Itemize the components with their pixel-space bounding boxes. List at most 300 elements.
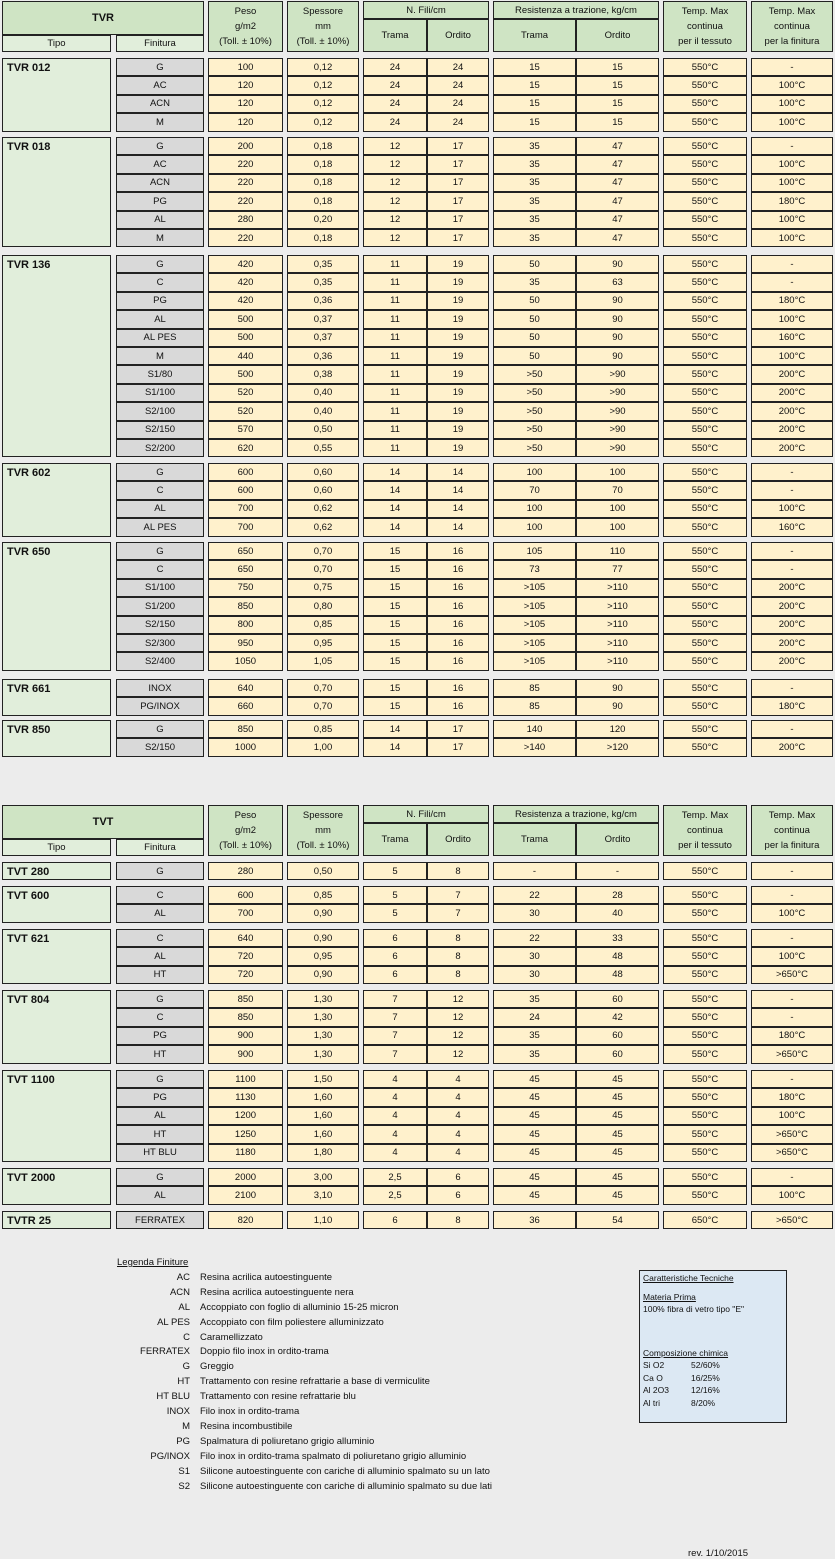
value-cell: 850 <box>208 990 283 1008</box>
value-cell: 0,60 <box>287 463 359 481</box>
value-cell: 1,30 <box>287 1008 359 1026</box>
value-cell: 15 <box>363 579 427 597</box>
materia-value: 100% fibra di vetro tipo "E" <box>643 1304 745 1314</box>
tipo-header: Tipo <box>2 35 111 52</box>
value-cell: 35 <box>493 192 576 210</box>
finitura-cell: HT <box>116 1125 204 1143</box>
res-ordito-header: Ordito <box>576 823 659 856</box>
value-cell: 100 <box>576 500 659 518</box>
value-cell: 50 <box>493 310 576 328</box>
value-cell: 280 <box>208 862 283 880</box>
value-cell: 440 <box>208 347 283 365</box>
finitura-cell: INOX <box>116 679 204 697</box>
value-cell: >105 <box>493 597 576 615</box>
legend-desc: Trattamento con resine refrattarie blu <box>200 1391 356 1403</box>
value-cell: 120 <box>208 95 283 113</box>
value-cell: 19 <box>427 384 489 402</box>
value-cell: 0,70 <box>287 542 359 560</box>
value-cell: 35 <box>493 211 576 229</box>
table-row <box>0 990 835 1008</box>
value-cell: 550°C <box>663 616 747 634</box>
value-cell: 850 <box>208 720 283 738</box>
legend-code: PG/INOX <box>150 1450 190 1462</box>
table-row <box>0 1211 835 1229</box>
value-cell: 8 <box>427 1211 489 1229</box>
value-cell: 100°C <box>751 211 833 229</box>
finitura-cell: M <box>116 347 204 365</box>
legend-desc: Trattamento con resine refrattarie a base di vermiculite <box>200 1376 430 1388</box>
value-cell: 12 <box>427 1045 489 1063</box>
temp-tessuto-header <box>663 1 747 52</box>
value-cell: >105 <box>493 652 576 670</box>
value-cell: 12 <box>363 211 427 229</box>
composizione-item <box>643 1359 783 1372</box>
legend-desc: Caramellizzato <box>200 1331 263 1343</box>
value-cell: 0,50 <box>287 862 359 880</box>
value-cell: 17 <box>427 738 489 756</box>
value-cell: 140 <box>493 720 576 738</box>
value-cell: 0,20 <box>287 211 359 229</box>
value-cell: 1,05 <box>287 652 359 670</box>
temp-tessuto-header-line: Temp. Max <box>681 810 729 821</box>
value-cell: >120 <box>576 738 659 756</box>
value-cell: - <box>751 1070 833 1088</box>
value-cell: 90 <box>576 292 659 310</box>
value-cell: 0,80 <box>287 597 359 615</box>
value-cell: 15 <box>363 560 427 578</box>
value-cell: 24 <box>363 95 427 113</box>
composizione-list <box>643 1359 783 1409</box>
value-cell: 550°C <box>663 310 747 328</box>
value-cell: 15 <box>363 542 427 560</box>
table-row <box>0 155 835 173</box>
value-cell: 550°C <box>663 652 747 670</box>
table-row <box>0 211 835 229</box>
legend-desc: Resina acrilica autoestinguente <box>200 1271 333 1283</box>
peso-header-line: (Toll. ± 10%) <box>219 840 272 851</box>
value-cell: - <box>751 58 833 76</box>
legend-desc: Filo inox in ordito-trama spalmato di poliuretano grigio alluminio <box>200 1450 467 1462</box>
value-cell: 7 <box>363 990 427 1008</box>
value-cell: 1,60 <box>287 1088 359 1106</box>
value-cell: 220 <box>208 174 283 192</box>
value-cell: 700 <box>208 518 283 536</box>
value-cell: 2,5 <box>363 1186 427 1204</box>
legend <box>100 1256 492 1495</box>
value-cell: 1,30 <box>287 1045 359 1063</box>
value-cell: 100 <box>493 500 576 518</box>
value-cell: 90 <box>576 679 659 697</box>
value-cell: 35 <box>493 174 576 192</box>
finitura-cell: G <box>116 58 204 76</box>
table-row <box>0 463 835 481</box>
table-row <box>0 439 835 457</box>
value-cell: 1130 <box>208 1088 283 1106</box>
value-cell: 17 <box>427 174 489 192</box>
legend-code: G <box>182 1361 190 1373</box>
value-cell: 0,70 <box>287 560 359 578</box>
value-cell: 200°C <box>751 597 833 615</box>
temp-tessuto-header <box>663 805 747 856</box>
value-cell: - <box>576 862 659 880</box>
value-cell: 45 <box>493 1168 576 1186</box>
value-cell: 820 <box>208 1211 283 1229</box>
legend-item <box>100 1345 492 1360</box>
legend-item <box>100 1405 492 1420</box>
value-cell: 720 <box>208 947 283 965</box>
fili-header: N. Fili/cm <box>363 805 489 823</box>
table-row <box>0 1088 835 1106</box>
composizione-label: Composizione chimica <box>643 1347 729 1358</box>
value-cell: 550°C <box>663 402 747 420</box>
value-cell: 5 <box>363 862 427 880</box>
legend-code: INOX <box>166 1406 190 1418</box>
product-group <box>0 1211 835 1229</box>
value-cell: 0,37 <box>287 310 359 328</box>
legend-code: PG <box>176 1435 190 1447</box>
value-cell: 0,85 <box>287 720 359 738</box>
value-cell: 900 <box>208 1027 283 1045</box>
value-cell: 24 <box>363 113 427 131</box>
value-cell: 0,12 <box>287 113 359 131</box>
value-cell: 200 <box>208 137 283 155</box>
value-cell: 640 <box>208 929 283 947</box>
legend-desc: Resina acrilica autoestinguente nera <box>200 1286 354 1298</box>
finitura-cell: HT <box>116 1045 204 1063</box>
value-cell: 1180 <box>208 1144 283 1162</box>
value-cell: - <box>751 929 833 947</box>
comp-key: Al 2O3 <box>643 1385 669 1395</box>
value-cell: 1,00 <box>287 738 359 756</box>
value-cell: - <box>751 886 833 904</box>
value-cell: 100°C <box>751 95 833 113</box>
value-cell: 45 <box>576 1088 659 1106</box>
value-cell: 2,5 <box>363 1168 427 1186</box>
value-cell: 16 <box>427 579 489 597</box>
value-cell: 0,55 <box>287 439 359 457</box>
revision: rev. 1/10/2015 <box>688 1548 749 1559</box>
value-cell: 11 <box>363 365 427 383</box>
value-cell: 550°C <box>663 137 747 155</box>
value-cell: 180°C <box>751 697 833 715</box>
value-cell: 0,90 <box>287 929 359 947</box>
value-cell: 4 <box>363 1125 427 1143</box>
value-cell: 200°C <box>751 738 833 756</box>
value-cell: 550°C <box>663 113 747 131</box>
finitura-cell: AL <box>116 211 204 229</box>
value-cell: 550°C <box>663 1088 747 1106</box>
value-cell: 12 <box>363 174 427 192</box>
value-cell: >650°C <box>751 1211 833 1229</box>
temp-finitura-header-line: continua <box>774 825 810 836</box>
value-cell: 45 <box>493 1186 576 1204</box>
value-cell: 180°C <box>751 1027 833 1045</box>
finitura-cell: C <box>116 1008 204 1026</box>
legend-desc: Accoppiato con foglio di alluminio 15-25 micron <box>200 1301 399 1313</box>
tipo-header: Tipo <box>2 839 111 856</box>
value-cell: 8 <box>427 929 489 947</box>
value-cell: 100°C <box>751 174 833 192</box>
value-cell: 550°C <box>663 679 747 697</box>
product-name: TVTR 25 <box>2 1211 111 1229</box>
value-cell: 15 <box>493 113 576 131</box>
value-cell: 180°C <box>751 1088 833 1106</box>
value-cell: >90 <box>576 384 659 402</box>
value-cell: 550°C <box>663 76 747 94</box>
value-cell: 120 <box>208 76 283 94</box>
value-cell: 7 <box>363 1008 427 1026</box>
product-name: TVR 850 <box>2 720 111 757</box>
value-cell: 550°C <box>663 192 747 210</box>
value-cell: 35 <box>493 155 576 173</box>
temp-finitura-header <box>751 1 833 52</box>
finitura-cell: PG/INOX <box>116 697 204 715</box>
table-row <box>0 1008 835 1026</box>
value-cell: 550°C <box>663 597 747 615</box>
product-group <box>0 463 835 537</box>
value-cell: 7 <box>363 1045 427 1063</box>
value-cell: 47 <box>576 137 659 155</box>
finitura-cell: G <box>116 1070 204 1088</box>
temp-finitura-header <box>751 805 833 856</box>
value-cell: 15 <box>363 697 427 715</box>
value-cell: 47 <box>576 155 659 173</box>
value-cell: 550°C <box>663 966 747 984</box>
peso-header-line: Peso <box>234 810 257 821</box>
composizione-item <box>643 1397 783 1410</box>
value-cell: 4 <box>427 1144 489 1162</box>
fili-trama-header: Trama <box>363 19 427 52</box>
value-cell: 4 <box>427 1070 489 1088</box>
value-cell: 550°C <box>663 439 747 457</box>
value-cell: 12 <box>363 137 427 155</box>
value-cell: 600 <box>208 463 283 481</box>
value-cell: 500 <box>208 329 283 347</box>
product-name: TVT 804 <box>2 990 111 1064</box>
value-cell: 1000 <box>208 738 283 756</box>
value-cell: 4 <box>427 1125 489 1143</box>
value-cell: 550°C <box>663 174 747 192</box>
value-cell: >650°C <box>751 1125 833 1143</box>
finitura-header: Finitura <box>116 35 204 52</box>
value-cell: 14 <box>427 463 489 481</box>
finitura-cell: PG <box>116 1088 204 1106</box>
product-group <box>0 720 835 757</box>
value-cell: 19 <box>427 255 489 273</box>
value-cell: 19 <box>427 273 489 291</box>
temp-finitura-header-line: Temp. Max <box>768 810 816 821</box>
value-cell: - <box>751 990 833 1008</box>
value-cell: 12 <box>363 229 427 247</box>
table-row <box>0 481 835 499</box>
finitura-cell: PG <box>116 192 204 210</box>
table-row <box>0 720 835 738</box>
finitura-cell: G <box>116 990 204 1008</box>
value-cell: 120 <box>208 113 283 131</box>
product-name: TVR 650 <box>2 542 111 671</box>
value-cell: 550°C <box>663 697 747 715</box>
value-cell: 30 <box>493 966 576 984</box>
table-row <box>0 113 835 131</box>
table-row <box>0 966 835 984</box>
peso-header-line: Peso <box>234 6 257 17</box>
value-cell: 54 <box>576 1211 659 1229</box>
temp-tessuto-header-line: Temp. Max <box>681 6 729 17</box>
spessore-header-line: Spessore <box>302 810 344 821</box>
value-cell: 15 <box>363 652 427 670</box>
value-cell: >105 <box>493 579 576 597</box>
value-cell: 660 <box>208 697 283 715</box>
res-trama-header: Trama <box>493 823 576 856</box>
value-cell: - <box>751 679 833 697</box>
value-cell: 0,37 <box>287 329 359 347</box>
value-cell: 47 <box>576 229 659 247</box>
value-cell: 17 <box>427 229 489 247</box>
value-cell: 100°C <box>751 229 833 247</box>
value-cell: 0,40 <box>287 384 359 402</box>
value-cell: 550°C <box>663 1186 747 1204</box>
value-cell: 550°C <box>663 1168 747 1186</box>
value-cell: 40 <box>576 904 659 922</box>
peso-header-line: g/m2 <box>234 21 257 32</box>
value-cell: 200°C <box>751 439 833 457</box>
legend-desc: Spalmatura di poliuretano grigio alluminio <box>200 1435 375 1447</box>
legend-title: Legenda Finiture <box>117 1257 189 1268</box>
value-cell: 200°C <box>751 652 833 670</box>
value-cell: 0,38 <box>287 365 359 383</box>
product-name: TVR 661 <box>2 679 111 716</box>
finitura-cell: G <box>116 255 204 273</box>
value-cell: 90 <box>576 347 659 365</box>
value-cell: 550°C <box>663 1070 747 1088</box>
table-row <box>0 1125 835 1143</box>
comp-key: Ca O <box>643 1372 663 1383</box>
value-cell: 200°C <box>751 384 833 402</box>
value-cell: 4 <box>363 1107 427 1125</box>
composizione-item <box>643 1372 783 1385</box>
value-cell: 0,18 <box>287 155 359 173</box>
value-cell: 77 <box>576 560 659 578</box>
value-cell: 550°C <box>663 292 747 310</box>
value-cell: 14 <box>363 518 427 536</box>
value-cell: 650°C <box>663 1211 747 1229</box>
finitura-cell: C <box>116 560 204 578</box>
finitura-cell: S2/400 <box>116 652 204 670</box>
table-row <box>0 1186 835 1204</box>
value-cell: 0,18 <box>287 192 359 210</box>
value-cell: 850 <box>208 597 283 615</box>
table-row <box>0 1070 835 1088</box>
value-cell: 12 <box>363 155 427 173</box>
temp-tessuto-header-line: continua <box>687 21 723 32</box>
value-cell: 30 <box>493 947 576 965</box>
value-cell: 63 <box>576 273 659 291</box>
value-cell: 35 <box>493 990 576 1008</box>
value-cell: 180°C <box>751 192 833 210</box>
value-cell: 45 <box>493 1107 576 1125</box>
finitura-cell: AL <box>116 1107 204 1125</box>
product-name: TVR 018 <box>2 137 111 247</box>
value-cell: 550°C <box>663 155 747 173</box>
value-cell: 73 <box>493 560 576 578</box>
value-cell: 100 <box>493 518 576 536</box>
temp-finitura-header-line: per la finitura <box>764 840 820 851</box>
value-cell: 4 <box>363 1144 427 1162</box>
comp-value: 16/25% <box>691 1372 720 1383</box>
finitura-cell: AL PES <box>116 518 204 536</box>
value-cell: 550°C <box>663 579 747 597</box>
value-cell: - <box>751 463 833 481</box>
product-name: TVT 600 <box>2 886 111 923</box>
finitura-cell: FERRATEX <box>116 1211 204 1229</box>
value-cell: 14 <box>363 738 427 756</box>
value-cell: 45 <box>493 1144 576 1162</box>
value-cell: 35 <box>493 1045 576 1063</box>
finitura-cell: AL <box>116 310 204 328</box>
finitura-header: Finitura <box>116 839 204 856</box>
legend-code: S2 <box>178 1480 190 1492</box>
value-cell: 45 <box>576 1070 659 1088</box>
value-cell: 33 <box>576 929 659 947</box>
res-trama-header: Trama <box>493 19 576 52</box>
spessore-header-line: mm <box>315 21 331 32</box>
value-cell: 14 <box>363 481 427 499</box>
value-cell: 1,50 <box>287 1070 359 1088</box>
product-name: TVT 1100 <box>2 1070 111 1162</box>
value-cell: >90 <box>576 421 659 439</box>
value-cell: 5 <box>363 904 427 922</box>
value-cell: 650 <box>208 560 283 578</box>
value-cell: 60 <box>576 1027 659 1045</box>
value-cell: - <box>751 1008 833 1026</box>
finitura-cell: S2/100 <box>116 402 204 420</box>
product-name: TVT 2000 <box>2 1168 111 1205</box>
finitura-cell: S1/100 <box>116 384 204 402</box>
value-cell: 600 <box>208 481 283 499</box>
value-cell: 0,18 <box>287 137 359 155</box>
peso-header-line: (Toll. ± 10%) <box>219 36 272 47</box>
table-row <box>0 273 835 291</box>
value-cell: 8 <box>427 966 489 984</box>
table-row <box>0 192 835 210</box>
finitura-cell: AC <box>116 76 204 94</box>
value-cell: 1050 <box>208 652 283 670</box>
value-cell: - <box>751 542 833 560</box>
value-cell: 11 <box>363 384 427 402</box>
value-cell: 0,12 <box>287 95 359 113</box>
value-cell: 1200 <box>208 1107 283 1125</box>
table-row <box>0 384 835 402</box>
value-cell: 47 <box>576 211 659 229</box>
temp-finitura-header-line: per la finitura <box>764 36 820 47</box>
value-cell: 105 <box>493 542 576 560</box>
value-cell: 35 <box>493 137 576 155</box>
value-cell: 14 <box>427 518 489 536</box>
table-row <box>0 579 835 597</box>
value-cell: 6 <box>363 929 427 947</box>
product-group <box>0 929 835 984</box>
value-cell: >90 <box>576 402 659 420</box>
value-cell: 550°C <box>663 738 747 756</box>
value-cell: 28 <box>576 886 659 904</box>
legend-item <box>100 1331 492 1346</box>
value-cell: 42 <box>576 1008 659 1026</box>
value-cell: >650°C <box>751 1144 833 1162</box>
spessore-header-line: (Toll. ± 10%) <box>296 36 350 47</box>
comp-key: Si O2 <box>643 1360 665 1370</box>
peso-header <box>208 805 283 856</box>
value-cell: 0,36 <box>287 292 359 310</box>
